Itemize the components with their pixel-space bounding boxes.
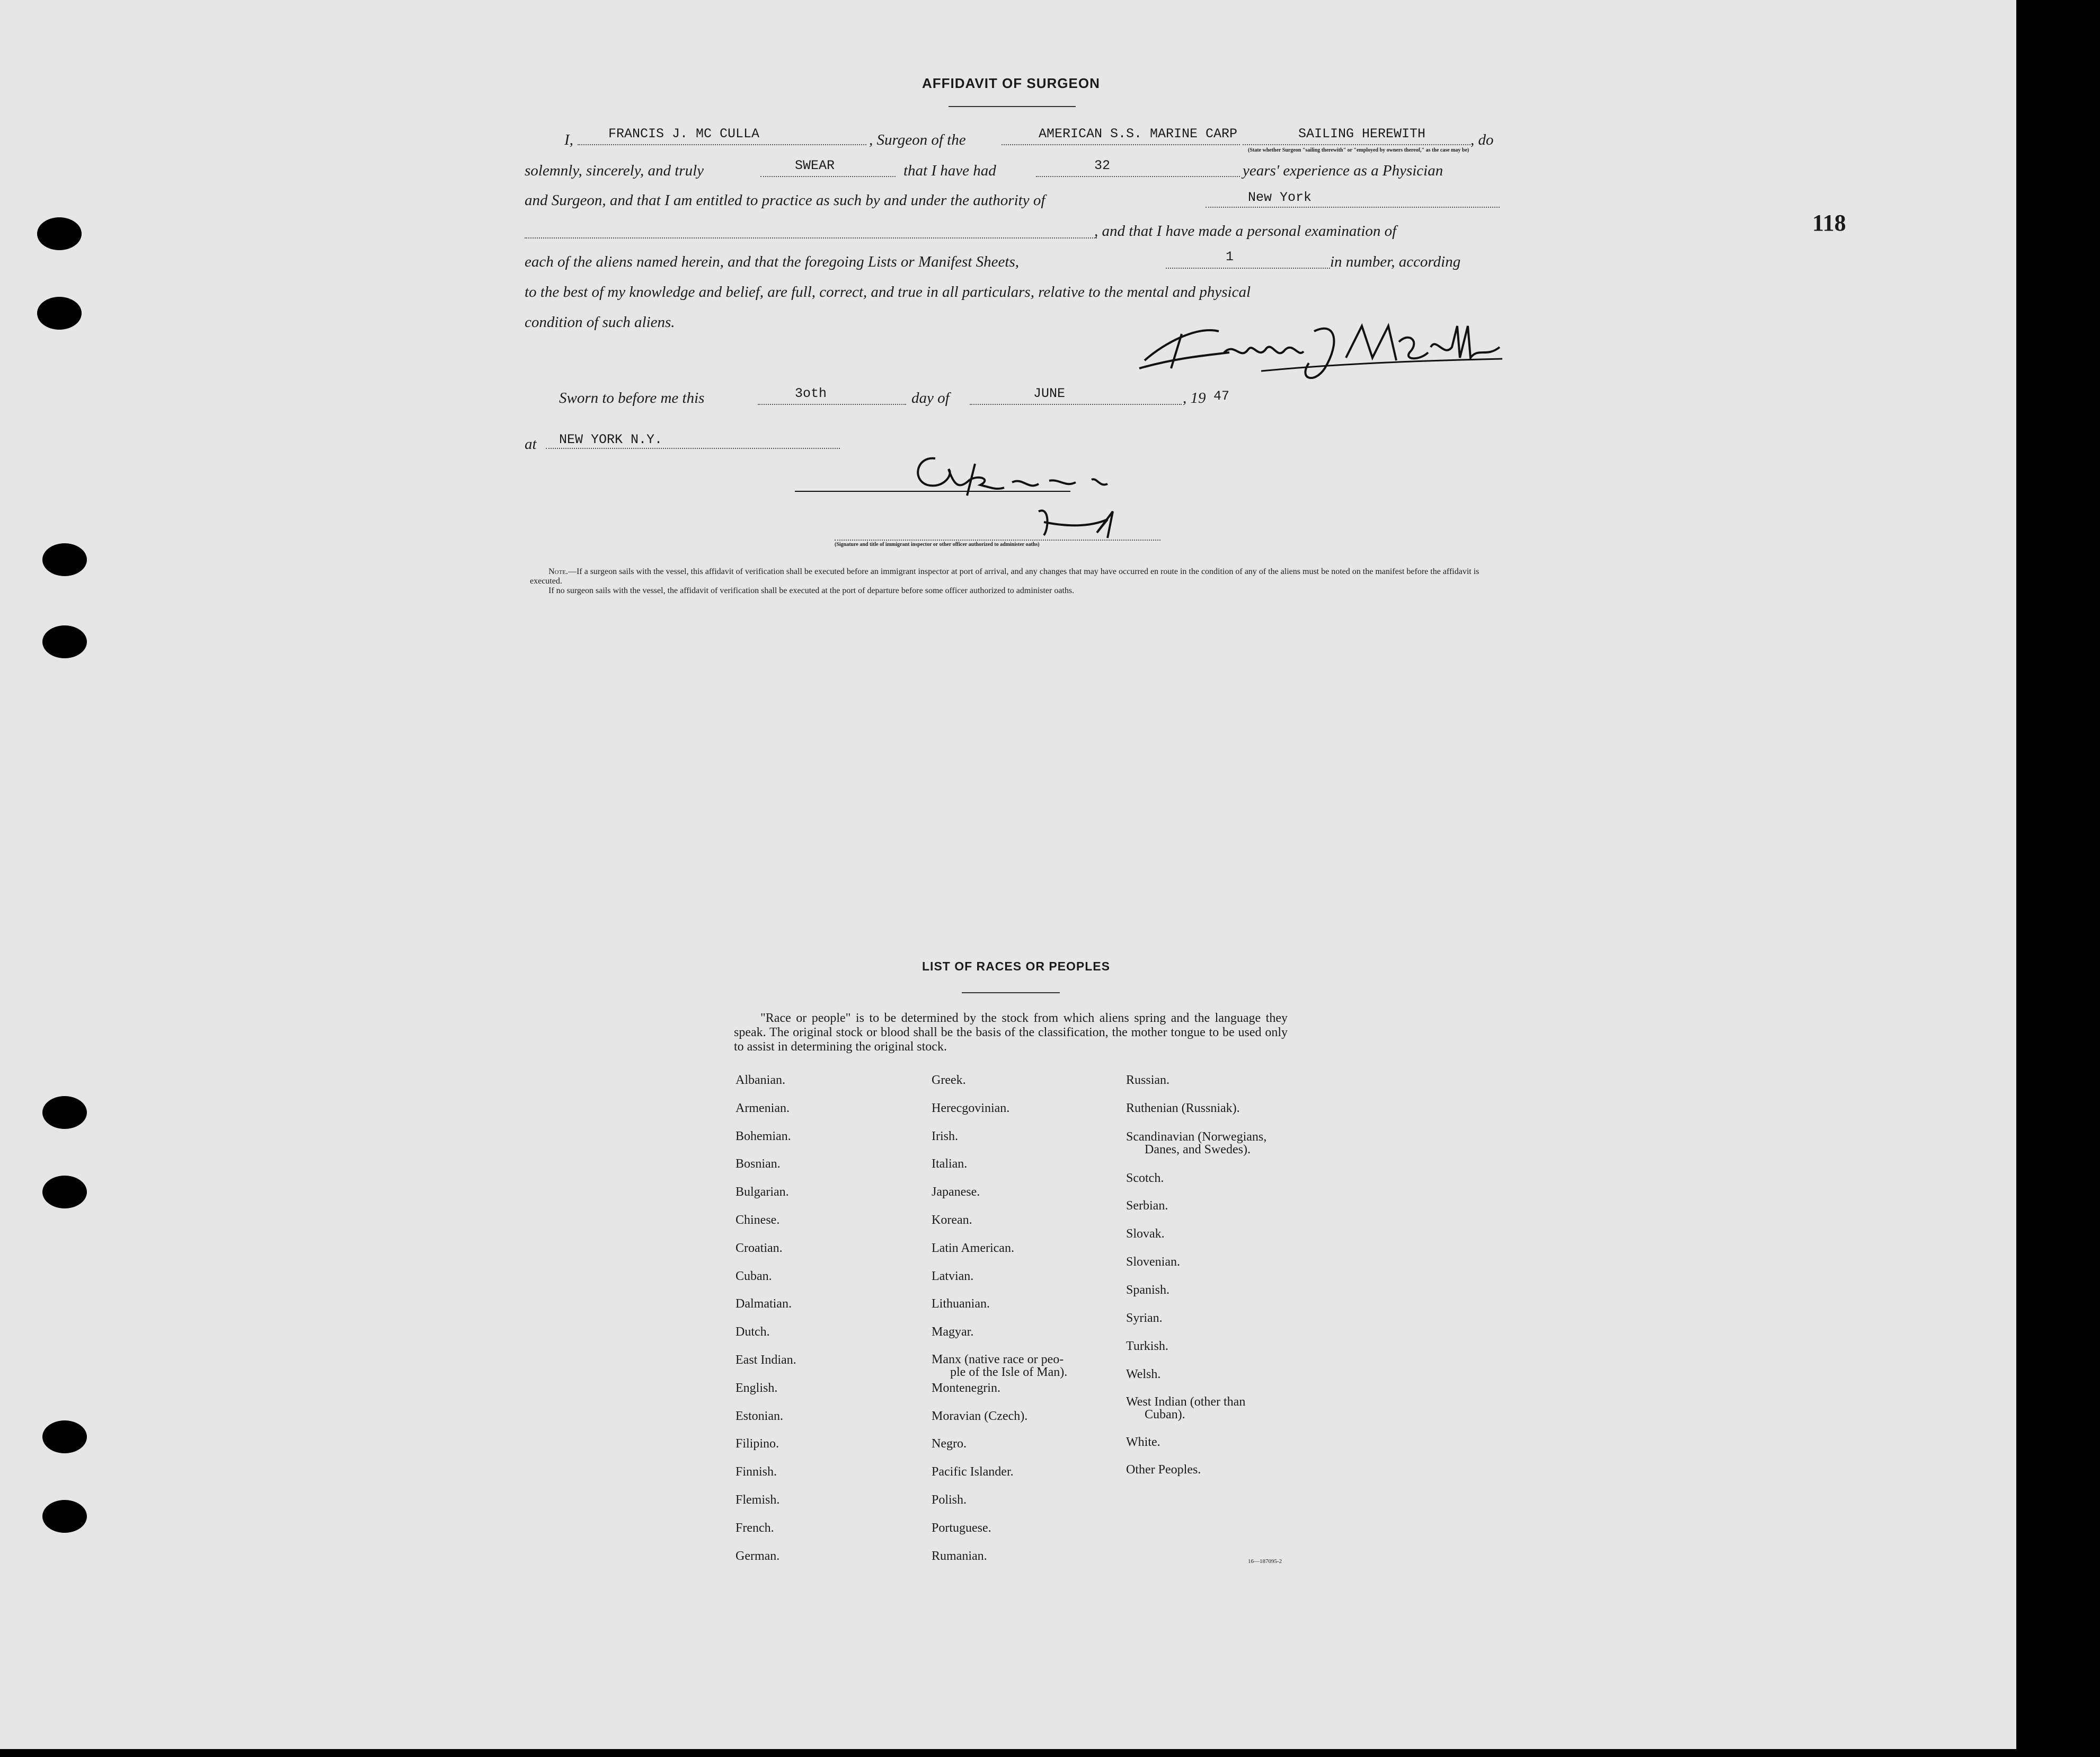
punch-hole bbox=[37, 297, 82, 330]
affidavit-line2-c: years' experience as a Physician bbox=[1243, 162, 1443, 179]
place-field: NEW YORK N.Y. bbox=[559, 432, 663, 447]
title-rule bbox=[949, 106, 1076, 107]
race-item: Portuguese. bbox=[932, 1521, 991, 1535]
note-1 bbox=[530, 567, 1500, 586]
day-line bbox=[758, 404, 906, 405]
affidavit-line4: , and that I have made a personal examination of bbox=[1094, 223, 1397, 240]
inspector-line bbox=[835, 540, 1160, 541]
race-item: Polish. bbox=[932, 1493, 967, 1507]
race-item: Scandinavian (Norwegians, bbox=[1126, 1130, 1267, 1144]
race-item: Korean. bbox=[932, 1213, 972, 1227]
race-item: Manx (native race or peo- bbox=[932, 1353, 1064, 1366]
race-item: Dalmatian. bbox=[736, 1297, 792, 1311]
race-item: German. bbox=[736, 1549, 780, 1563]
state-note: (State whether Surgeon "sailing therewith" or "employed by owners thereof," as the case may be) bbox=[1248, 147, 1469, 153]
form-code: 16—187095-2 bbox=[1248, 1558, 1282, 1565]
race-item: White. bbox=[1126, 1435, 1160, 1449]
race-item: Rumanian. bbox=[932, 1549, 987, 1563]
race-item: Welsh. bbox=[1126, 1367, 1161, 1381]
at-label: at bbox=[525, 436, 537, 453]
race-item: Cuban. bbox=[736, 1269, 772, 1283]
race-item: Filipino. bbox=[736, 1437, 779, 1451]
race-item: Armenian. bbox=[736, 1101, 790, 1115]
surgeon-name-line bbox=[578, 144, 866, 145]
race-item: Finnish. bbox=[736, 1465, 777, 1479]
sailing-field: SAILING HEREWITH bbox=[1298, 126, 1426, 142]
affidavit-line2-a: solemnly, sincerely, and truly bbox=[525, 162, 704, 179]
race-item: Herecgovinian. bbox=[932, 1101, 1010, 1115]
race-item: Dutch. bbox=[736, 1325, 770, 1339]
authority-line bbox=[1206, 207, 1500, 208]
day-of-text: day of bbox=[911, 390, 950, 407]
surgeon-signature bbox=[1134, 310, 1505, 390]
race-item: Bosnian. bbox=[736, 1157, 781, 1171]
vessel-field: AMERICAN S.S. MARINE CARP bbox=[1039, 126, 1238, 142]
race-item: Italian. bbox=[932, 1157, 968, 1171]
race-item: Cuban). bbox=[1145, 1408, 1185, 1422]
race-item: West Indian (other than bbox=[1126, 1395, 1246, 1409]
race-item: Japanese. bbox=[932, 1185, 980, 1199]
affidavit-line2-b: that I have had bbox=[903, 162, 996, 179]
race-item: Serbian. bbox=[1126, 1199, 1168, 1213]
affidavit-line6: to the best of my knowledge and belief, are full, correct, and true in all particulars, relative to the mental and physical bbox=[525, 284, 1251, 301]
punch-hole bbox=[42, 543, 87, 576]
race-item: Slovenian. bbox=[1126, 1255, 1180, 1269]
race-item: Bulgarian. bbox=[736, 1185, 789, 1199]
races-title-rule bbox=[962, 992, 1060, 993]
races-intro: "Race or people" is to be determined by the stock from which aliens spring and the language they speak. The original stock or blood shall be the basis of the classification, the mother tongue to be used only to assist in determining the original stock. bbox=[734, 1011, 1288, 1054]
affidavit-title: AFFIDAVIT OF SURGEON bbox=[922, 75, 1100, 91]
inspector-signature bbox=[795, 448, 1176, 554]
race-item: Estonian. bbox=[736, 1409, 783, 1423]
surgeon-name-field: FRANCIS J. MC CULLA bbox=[608, 126, 760, 142]
race-item: East Indian. bbox=[736, 1353, 796, 1367]
race-item: Flemish. bbox=[736, 1493, 780, 1507]
year-prefix: , 19 bbox=[1183, 390, 1206, 407]
race-item: Chinese. bbox=[736, 1213, 780, 1227]
authority-line-2 bbox=[525, 237, 1097, 239]
inspector-signature-text bbox=[901, 466, 902, 467]
punch-hole bbox=[42, 1420, 87, 1453]
year-field: 47 bbox=[1213, 389, 1230, 404]
note-2: If no surgeon sails with the vessel, the affidavit of verification shall be executed at the port of departure before some officer authorized to administer oaths. bbox=[548, 586, 1075, 595]
races-title: LIST OF RACES OR PEOPLES bbox=[922, 959, 1110, 973]
race-item: Croatian. bbox=[736, 1241, 783, 1255]
affidavit-line3: and Surgeon, and that I am entitled to practice as such by and under the authority of bbox=[525, 192, 1045, 209]
race-item: Greek. bbox=[932, 1073, 966, 1087]
race-item: Other Peoples. bbox=[1126, 1463, 1201, 1477]
race-item: Pacific Islander. bbox=[932, 1465, 1014, 1479]
note-label: Note. bbox=[548, 567, 568, 576]
oath-line bbox=[760, 176, 896, 177]
race-item: Moravian (Czech). bbox=[932, 1409, 1028, 1423]
race-item: Montenegrin. bbox=[932, 1381, 1000, 1395]
surgeon-signature-text bbox=[1166, 318, 1170, 319]
surgeon-of-text: , Surgeon of the bbox=[869, 131, 966, 148]
years-field: 32 bbox=[1094, 158, 1111, 173]
race-item: Irish. bbox=[932, 1129, 958, 1143]
race-item: Russian. bbox=[1126, 1073, 1170, 1087]
race-item: Bohemian. bbox=[736, 1129, 791, 1143]
race-item: Syrian. bbox=[1126, 1311, 1163, 1325]
month-line bbox=[970, 404, 1182, 405]
count-field: 1 bbox=[1226, 249, 1234, 264]
affidavit-line5-b: in number, according bbox=[1330, 253, 1461, 270]
race-item: Latin American. bbox=[932, 1241, 1014, 1255]
punch-hole bbox=[42, 1096, 87, 1129]
punch-hole bbox=[42, 625, 87, 658]
race-item: Danes, and Swedes). bbox=[1145, 1143, 1251, 1156]
race-item: French. bbox=[736, 1521, 774, 1535]
years-line bbox=[1036, 176, 1240, 177]
affidavit-do: , do bbox=[1470, 131, 1494, 148]
page-number: 118 bbox=[1812, 210, 1846, 236]
race-item: Scotch. bbox=[1126, 1171, 1164, 1185]
race-item: Lithuanian. bbox=[932, 1297, 990, 1311]
sailing-line bbox=[1243, 144, 1470, 145]
affidavit-line7: condition of such aliens. bbox=[525, 314, 675, 331]
count-line bbox=[1166, 268, 1330, 269]
race-item: English. bbox=[736, 1381, 778, 1395]
race-item: ple of the Isle of Man). bbox=[950, 1365, 1068, 1379]
punch-hole bbox=[37, 217, 82, 250]
race-item: Turkish. bbox=[1126, 1339, 1168, 1353]
day-field: 3oth bbox=[795, 386, 827, 401]
month-field: JUNE bbox=[1033, 386, 1066, 401]
affidavit-line5-a: each of the aliens named herein, and that the foregoing Lists or Manifest Sheets, bbox=[525, 253, 1019, 270]
sworn-text: Sworn to before me this bbox=[559, 390, 705, 407]
race-item: Albanian. bbox=[736, 1073, 785, 1087]
vessel-line bbox=[1002, 144, 1240, 145]
punch-hole bbox=[42, 1176, 87, 1208]
affidavit-i: I, bbox=[564, 131, 573, 148]
race-item: Slovak. bbox=[1126, 1227, 1165, 1241]
note-1-text: —If a surgeon sails with the vessel, this affidavit of verification shall be executed before an immigrant inspector at port of arrival, and any changes that may have occurred en route in the condition of any of the aliens must be noted on the manifest before the affidavit is executed. bbox=[530, 567, 1479, 586]
oath-field: SWEAR bbox=[795, 158, 835, 173]
authority-field: New York bbox=[1248, 190, 1312, 205]
race-item: Ruthenian (Russniak). bbox=[1126, 1101, 1240, 1115]
punch-hole bbox=[42, 1500, 87, 1533]
race-item: Magyar. bbox=[932, 1325, 974, 1339]
race-item: Latvian. bbox=[932, 1269, 974, 1283]
inspector-caption: (Signature and title of immigrant inspector or other officer authorized to administer oaths) bbox=[835, 542, 1040, 548]
race-item: Spanish. bbox=[1126, 1283, 1170, 1297]
race-item: Negro. bbox=[932, 1437, 967, 1451]
